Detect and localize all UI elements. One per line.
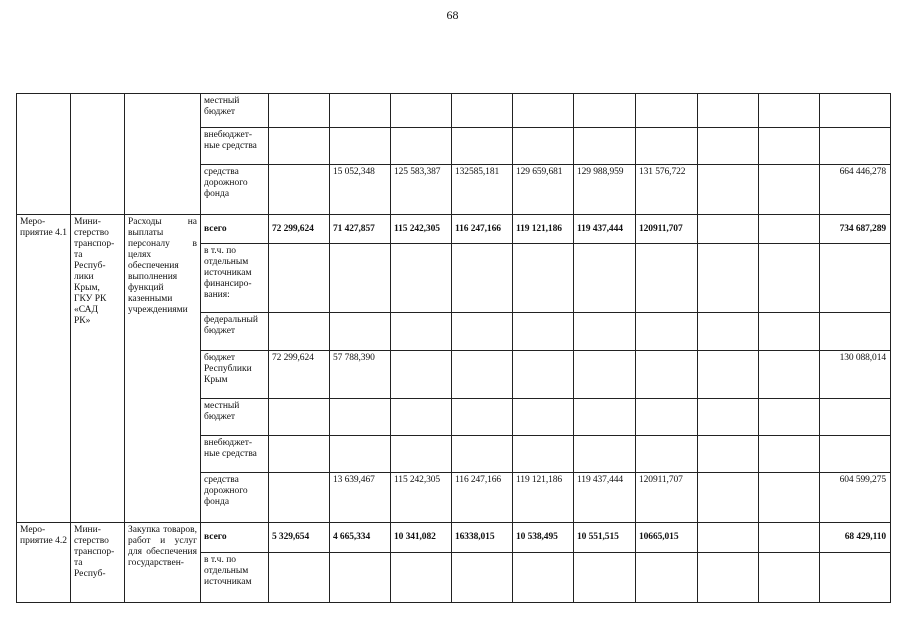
- source-cell: [201, 473, 269, 523]
- value-cell: [513, 165, 574, 215]
- cell-value: 10 538,495: [516, 532, 558, 542]
- executor-line: Респуб-: [74, 569, 106, 579]
- value-cell: [391, 473, 452, 523]
- value-cell: [391, 523, 452, 553]
- value-cell: [636, 553, 698, 603]
- value-cell: [513, 215, 574, 244]
- source-cell: [201, 399, 269, 436]
- funding-source: средства дорожного фонда: [204, 167, 248, 199]
- value-cell: [391, 313, 452, 351]
- cell-value: 119 437,444: [577, 475, 624, 485]
- value-cell: [759, 244, 820, 313]
- cell-value: 4 665,334: [333, 532, 371, 542]
- value-cell: [574, 128, 636, 165]
- funding-source: в т.ч. по отдельным источникам финансиро-вания:: [204, 246, 252, 300]
- value-cell: [698, 399, 759, 436]
- value-cell: [269, 244, 330, 313]
- value-cell: [820, 313, 891, 351]
- budget-table-body: [17, 94, 891, 603]
- value-cell: [391, 553, 452, 603]
- value-cell: [452, 553, 513, 603]
- table-row: [17, 94, 891, 128]
- cell-value: 115 242,305: [394, 475, 441, 485]
- value-cell: [391, 351, 452, 399]
- value-cell: [269, 523, 330, 553]
- value-cell: [330, 215, 391, 244]
- budget-table: [16, 93, 891, 603]
- measure-title: Меро-приятие 4.2: [20, 525, 67, 546]
- value-cell: [513, 553, 574, 603]
- executor-line: Мини-: [74, 525, 101, 535]
- value-cell: [391, 128, 452, 165]
- value-cell: [269, 399, 330, 436]
- value-cell: [452, 244, 513, 313]
- value-cell: [269, 313, 330, 351]
- cell-value: 129 988,959: [577, 167, 624, 177]
- value-cell: [820, 244, 891, 313]
- value-cell: [820, 94, 891, 128]
- value-cell: [574, 473, 636, 523]
- cell-value: 10665,015: [639, 532, 679, 542]
- value-cell: [269, 436, 330, 473]
- value-cell: [759, 215, 820, 244]
- measure-executor: [71, 215, 125, 523]
- value-cell: [636, 94, 698, 128]
- value-cell: [574, 94, 636, 128]
- cell-value: 664 446,278: [839, 167, 886, 177]
- merged-empty-cell: [71, 94, 125, 215]
- value-cell: [820, 215, 891, 244]
- value-cell: [636, 165, 698, 215]
- cell-value: 68 429,110: [844, 532, 886, 542]
- value-cell: [698, 128, 759, 165]
- value-cell: [759, 351, 820, 399]
- value-cell: [759, 313, 820, 351]
- cell-value: 734 687,289: [839, 224, 886, 234]
- value-cell: [330, 128, 391, 165]
- value-cell: [330, 553, 391, 603]
- cell-value: 604 599,275: [839, 475, 886, 485]
- value-cell: [759, 436, 820, 473]
- source-cell: [201, 436, 269, 473]
- value-cell: [574, 215, 636, 244]
- value-cell: [698, 94, 759, 128]
- merged-empty-cell: [17, 94, 71, 215]
- cell-value: 116 247,166: [455, 224, 501, 234]
- funding-source: бюджет Республики Крым: [204, 353, 252, 385]
- cell-value: 125 583,387: [394, 167, 441, 177]
- value-cell: [330, 351, 391, 399]
- value-cell: [513, 473, 574, 523]
- measure-name: [17, 523, 71, 603]
- value-cell: [330, 523, 391, 553]
- value-cell: [698, 473, 759, 523]
- value-cell: [330, 436, 391, 473]
- value-cell: [574, 523, 636, 553]
- executor-line: «САД: [74, 305, 98, 315]
- value-cell: [513, 436, 574, 473]
- value-cell: [759, 165, 820, 215]
- value-cell: [391, 94, 452, 128]
- cell-value: 120911,707: [639, 475, 683, 485]
- executor-line: Мини-: [74, 217, 101, 227]
- value-cell: [452, 473, 513, 523]
- value-cell: [513, 128, 574, 165]
- value-cell: [820, 553, 891, 603]
- executor-line: транспор-: [74, 239, 115, 249]
- source-cell: [201, 313, 269, 351]
- value-cell: [513, 351, 574, 399]
- value-cell: [636, 436, 698, 473]
- cell-value: 16338,015: [455, 532, 495, 542]
- cell-value: 116 247,166: [455, 475, 502, 485]
- funding-source: местный бюджет: [204, 96, 240, 117]
- executor-line: стерство: [74, 536, 109, 546]
- value-cell: [269, 473, 330, 523]
- funding-source: федеральный бюджет: [204, 315, 258, 336]
- value-cell: [759, 94, 820, 128]
- value-cell: [820, 165, 891, 215]
- value-cell: [513, 399, 574, 436]
- cell-value: 119 121,186: [516, 475, 563, 485]
- cell-value: 71 427,857: [333, 224, 375, 234]
- value-cell: [574, 351, 636, 399]
- value-cell: [452, 94, 513, 128]
- source-cell: [201, 553, 269, 603]
- cell-value: 115 242,305: [394, 224, 440, 234]
- source-cell: [201, 215, 269, 244]
- cell-value: 132585,181: [455, 167, 500, 177]
- value-cell: [513, 244, 574, 313]
- value-cell: [513, 94, 574, 128]
- executor-line: стерство: [74, 228, 109, 238]
- cell-value: 129 659,681: [516, 167, 563, 177]
- value-cell: [574, 553, 636, 603]
- value-cell: [636, 473, 698, 523]
- merged-empty-cell: [125, 94, 201, 215]
- cell-value: 72 299,624: [272, 353, 314, 363]
- funding-source: внебюджет-ные средства: [204, 130, 257, 151]
- value-cell: [452, 351, 513, 399]
- value-cell: [452, 128, 513, 165]
- value-cell: [452, 523, 513, 553]
- executor-line: Крым,: [74, 283, 100, 293]
- executor-line: лики: [74, 272, 94, 282]
- cell-value: 120911,707: [639, 224, 683, 234]
- value-cell: [391, 436, 452, 473]
- source-cell: [201, 128, 269, 165]
- executor-line: транспор-: [74, 547, 115, 557]
- executor-line: РК»: [74, 316, 91, 326]
- value-cell: [574, 244, 636, 313]
- value-cell: [698, 351, 759, 399]
- value-cell: [513, 523, 574, 553]
- value-cell: [330, 473, 391, 523]
- cell-value: 10 341,082: [394, 532, 436, 542]
- funding-source: внебюджет-ные средства: [204, 438, 257, 459]
- cell-value: 131 576,722: [639, 167, 686, 177]
- value-cell: [452, 399, 513, 436]
- value-cell: [698, 313, 759, 351]
- value-cell: [636, 128, 698, 165]
- value-cell: [452, 436, 513, 473]
- value-cell: [269, 165, 330, 215]
- value-cell: [820, 523, 891, 553]
- value-cell: [269, 553, 330, 603]
- executor-line: та: [74, 558, 83, 568]
- value-cell: [391, 215, 452, 244]
- value-cell: [330, 94, 391, 128]
- value-cell: [574, 165, 636, 215]
- funding-source: средства дорожного фонда: [204, 475, 248, 507]
- value-cell: [269, 215, 330, 244]
- value-cell: [820, 351, 891, 399]
- value-cell: [759, 473, 820, 523]
- executor-line: та: [74, 250, 83, 260]
- funding-source: в т.ч. по отдельным источникам: [204, 555, 252, 587]
- measure-executor: [71, 523, 125, 603]
- value-cell: [636, 244, 698, 313]
- value-cell: [698, 215, 759, 244]
- source-cell: [201, 165, 269, 215]
- value-cell: [820, 473, 891, 523]
- value-cell: [820, 436, 891, 473]
- cell-value: 13 639,467: [333, 475, 375, 485]
- source-cell: [201, 94, 269, 128]
- value-cell: [636, 313, 698, 351]
- cell-value: 130 088,014: [839, 353, 886, 363]
- value-cell: [698, 523, 759, 553]
- value-cell: [269, 351, 330, 399]
- value-cell: [698, 165, 759, 215]
- page-number: 68: [446, 8, 459, 22]
- value-cell: [330, 399, 391, 436]
- value-cell: [330, 313, 391, 351]
- value-cell: [574, 313, 636, 351]
- measure-name: [17, 215, 71, 523]
- value-cell: [513, 313, 574, 351]
- cell-value: 119 121,186: [516, 224, 562, 234]
- value-cell: [636, 523, 698, 553]
- value-cell: [698, 244, 759, 313]
- value-cell: [698, 436, 759, 473]
- table-row: [17, 523, 891, 553]
- cell-value: 57 788,390: [333, 353, 375, 363]
- value-cell: [452, 215, 513, 244]
- measure-title: Меро-приятие 4.1: [20, 217, 67, 238]
- source-cell: [201, 244, 269, 313]
- cell-value: 15 052,348: [333, 167, 375, 177]
- value-cell: [391, 399, 452, 436]
- value-cell: [759, 553, 820, 603]
- executor-line: Респуб-: [74, 261, 106, 271]
- value-cell: [269, 128, 330, 165]
- value-cell: [391, 165, 452, 215]
- measure-description: [125, 215, 201, 523]
- measure-description: [125, 523, 201, 603]
- value-cell: [759, 399, 820, 436]
- value-cell: [636, 351, 698, 399]
- funding-source: всего: [204, 532, 227, 542]
- value-cell: [574, 399, 636, 436]
- value-cell: [759, 523, 820, 553]
- value-cell: [330, 244, 391, 313]
- executor-line: ГКУ РК: [74, 294, 107, 304]
- description-text: Расходы на выплаты персоналу в целях обеспечения выполнения функций казенными учреждениями: [128, 217, 197, 315]
- value-cell: [574, 436, 636, 473]
- cell-value: 119 437,444: [577, 224, 623, 234]
- table-row: [17, 215, 891, 244]
- value-cell: [330, 165, 391, 215]
- cell-value: 10 551,515: [577, 532, 619, 542]
- description-text: Закупка товаров, работ и услуг для обеспечения государствен-: [128, 525, 197, 568]
- value-cell: [636, 399, 698, 436]
- value-cell: [452, 165, 513, 215]
- source-cell: [201, 523, 269, 553]
- value-cell: [820, 399, 891, 436]
- cell-value: 5 329,654: [272, 532, 310, 542]
- value-cell: [636, 215, 698, 244]
- cell-value: 72 299,624: [272, 224, 314, 234]
- value-cell: [698, 553, 759, 603]
- source-cell: [201, 351, 269, 399]
- funding-source: всего: [204, 224, 227, 234]
- value-cell: [759, 128, 820, 165]
- funding-source: местный бюджет: [204, 401, 240, 422]
- value-cell: [269, 94, 330, 128]
- value-cell: [452, 313, 513, 351]
- value-cell: [391, 244, 452, 313]
- value-cell: [820, 128, 891, 165]
